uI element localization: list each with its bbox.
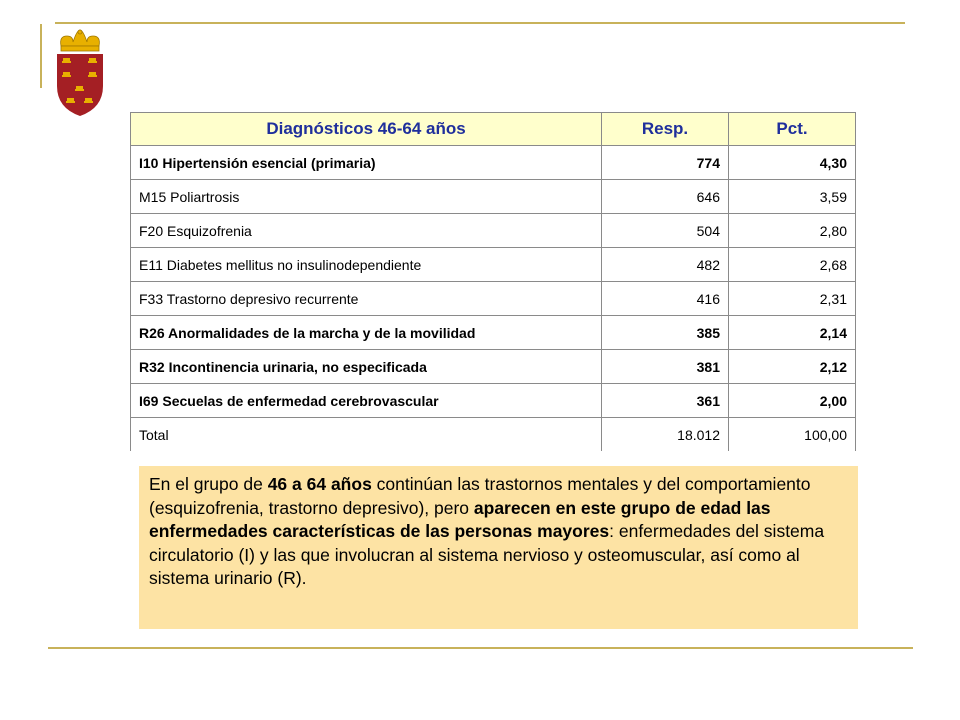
total-resp: 18.012 — [602, 418, 729, 452]
diagnosis-cell: M15 Poliartrosis — [131, 180, 602, 214]
resp-cell: 416 — [602, 282, 729, 316]
pct-cell: 2,12 — [729, 350, 856, 384]
table-row — [131, 282, 856, 316]
header-pct: Pct. — [729, 113, 856, 146]
total-label: Total — [131, 418, 602, 452]
pct-cell: 2,00 — [729, 384, 856, 418]
summary-paragraph — [139, 466, 858, 629]
table-row — [131, 180, 856, 214]
resp-cell: 646 — [602, 180, 729, 214]
table-row — [131, 146, 856, 180]
resp-cell: 774 — [602, 146, 729, 180]
resp-cell: 385 — [602, 316, 729, 350]
resp-cell: 361 — [602, 384, 729, 418]
region-emblem-logo — [51, 28, 109, 118]
pct-cell: 4,30 — [729, 146, 856, 180]
left-rule — [40, 24, 42, 88]
diagnosis-cell: F33 Trastorno depresivo recurrente — [131, 282, 602, 316]
table-header-row — [131, 113, 856, 146]
pct-cell: 3,59 — [729, 180, 856, 214]
summary-age-group: 46 a 64 años — [267, 474, 372, 494]
table-row — [131, 214, 856, 248]
header-diagnosis: Diagnósticos 46-64 años — [131, 113, 602, 146]
bottom-rule — [48, 647, 913, 649]
summary-text: : enfermedades del sistema circulatorio (I) y las que involucran al sistema nervioso y osteomuscular, así como al sistema urinario (R). — [149, 521, 825, 588]
pct-cell: 2,80 — [729, 214, 856, 248]
diagnosis-cell: F20 Esquizofrenia — [131, 214, 602, 248]
table-row — [131, 350, 856, 384]
summary-text: En el grupo de — [149, 474, 268, 494]
resp-cell: 381 — [602, 350, 729, 384]
resp-cell: 504 — [602, 214, 729, 248]
diagnosis-cell: R32 Incontinencia urinaria, no especificada — [131, 350, 602, 384]
diagnosis-cell: I10 Hipertensión esencial (primaria) — [131, 146, 602, 180]
table-row — [131, 316, 856, 350]
top-rule — [55, 22, 905, 24]
pct-cell: 2,68 — [729, 248, 856, 282]
header-resp: Resp. — [602, 113, 729, 146]
table-total-row — [131, 418, 856, 452]
pct-cell: 2,14 — [729, 316, 856, 350]
pct-cell: 2,31 — [729, 282, 856, 316]
diagnosis-cell: E11 Diabetes mellitus no insulinodependiente — [131, 248, 602, 282]
diagnosis-cell: R26 Anormalidades de la marcha y de la movilidad — [131, 316, 602, 350]
summary-highlight: aparecen en este grupo de edad las enfermedades características de las personas mayores — [149, 497, 771, 541]
resp-cell: 482 — [602, 248, 729, 282]
table-row — [131, 248, 856, 282]
diagnoses-table — [130, 112, 856, 451]
table-row — [131, 384, 856, 418]
summary-text: continúan las trastornos mentales y del comportamiento (esquizofrenia, trastorno depresivo), pero — [149, 474, 811, 518]
diagnosis-cell: I69 Secuelas de enfermedad cerebrovascular — [131, 384, 602, 418]
total-pct: 100,00 — [729, 418, 856, 452]
